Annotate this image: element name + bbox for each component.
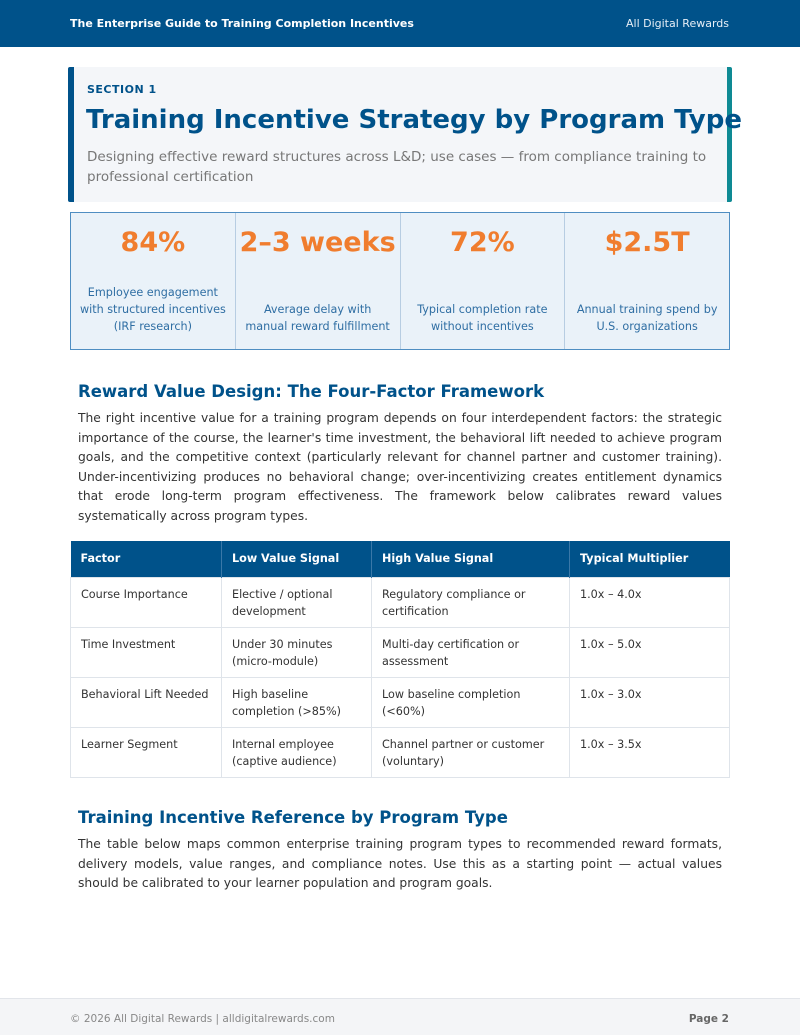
column-header: Factor	[71, 541, 222, 577]
column-header: High Value Signal	[372, 541, 570, 577]
table-cell: High baseline completion (>85%)	[222, 677, 372, 727]
page-number: Page 2	[688, 1013, 729, 1025]
reference-paragraph: The table below maps common enterprise training program types to recommended reward formats, delivery models, value ranges, and compliance notes. Use this as a starting point — actual values should be calibrated to your learner population and program goals.	[78, 837, 722, 891]
stat-card	[236, 213, 401, 349]
column-header: Typical Multiplier	[570, 541, 730, 577]
table-row	[71, 677, 730, 727]
stat-label: Annual training spend by U.S. organizations	[576, 303, 718, 333]
section-header-card	[68, 67, 742, 202]
reference-heading: Training Incentive Reference by Program Type	[78, 808, 508, 827]
table-row	[71, 727, 730, 777]
page-header	[0, 0, 800, 47]
stat-label: Typical completion rate without incentives	[417, 303, 548, 333]
stat-value: 84%	[120, 227, 186, 258]
table-cell: Learner Segment	[71, 727, 222, 777]
stat-label: Average delay with manual reward fulfillment	[245, 303, 390, 333]
footer-copyright: © 2026 All Digital Rewards | alldigitalrewards.com	[70, 1013, 335, 1025]
table-cell: Regulatory compliance or certification	[372, 577, 570, 627]
column-header: Low Value Signal	[222, 541, 372, 577]
table-cell: Low baseline completion (<60%)	[372, 677, 570, 727]
stat-value: 2–3 weeks	[239, 227, 396, 258]
table-cell: 1.0x – 5.0x	[570, 627, 730, 677]
table-cell: Behavioral Lift Needed	[71, 677, 222, 727]
section-subtitle: Designing effective reward structures across L&D; use cases — from compliance training to professional certification	[87, 149, 707, 185]
stat-card	[71, 213, 236, 349]
table-cell: 1.0x – 3.5x	[570, 727, 730, 777]
stats-panel	[70, 212, 730, 350]
stat-value: $2.5T	[604, 227, 690, 258]
table-cell: Time Investment	[71, 627, 222, 677]
section-title: Training Incentive Strategy by Program Type	[86, 105, 742, 135]
table-cell: Channel partner or customer (voluntary)	[372, 727, 570, 777]
table-cell: 1.0x – 3.0x	[570, 677, 730, 727]
framework-paragraph: The right incentive value for a training program depends on four interdependent factors: the strategic importance of the course, the learner's time investment, the behavioral lift needed to achieve program goals, and the competitive context (particularly relevant for channel partner and customer training). Under-incentivizing produces no behavioral change; over-incentivizing creates entitlement dynamics that erode long-term program effectiveness. The framework below calibrates reward values systematically across program types.	[78, 411, 722, 523]
table-row	[71, 627, 730, 677]
factor-table	[70, 541, 730, 778]
stat-value: 72%	[450, 227, 515, 258]
framework-heading: Reward Value Design: The Four-Factor Framework	[78, 382, 545, 401]
document-title: The Enterprise Guide to Training Completion Incentives	[70, 17, 414, 30]
brand-name: All Digital Rewards	[625, 17, 729, 30]
table-header-row	[71, 541, 730, 577]
table-cell: 1.0x – 4.0x	[570, 577, 730, 627]
table-cell: Internal employee (captive audience)	[222, 727, 372, 777]
stat-card	[401, 213, 566, 349]
section-eyebrow: SECTION 1	[87, 83, 157, 96]
table-cell: Elective / optional development	[222, 577, 372, 627]
table-cell: Multi-day certification or assessment	[372, 627, 570, 677]
stat-label: Employee engagement with structured incentives (IRF research)	[79, 286, 226, 333]
stat-card	[565, 213, 729, 349]
page-footer	[0, 998, 800, 1035]
table-cell: Under 30 minutes (micro-module)	[222, 627, 372, 677]
table-cell: Course Importance	[71, 577, 222, 627]
table-row	[71, 577, 730, 627]
